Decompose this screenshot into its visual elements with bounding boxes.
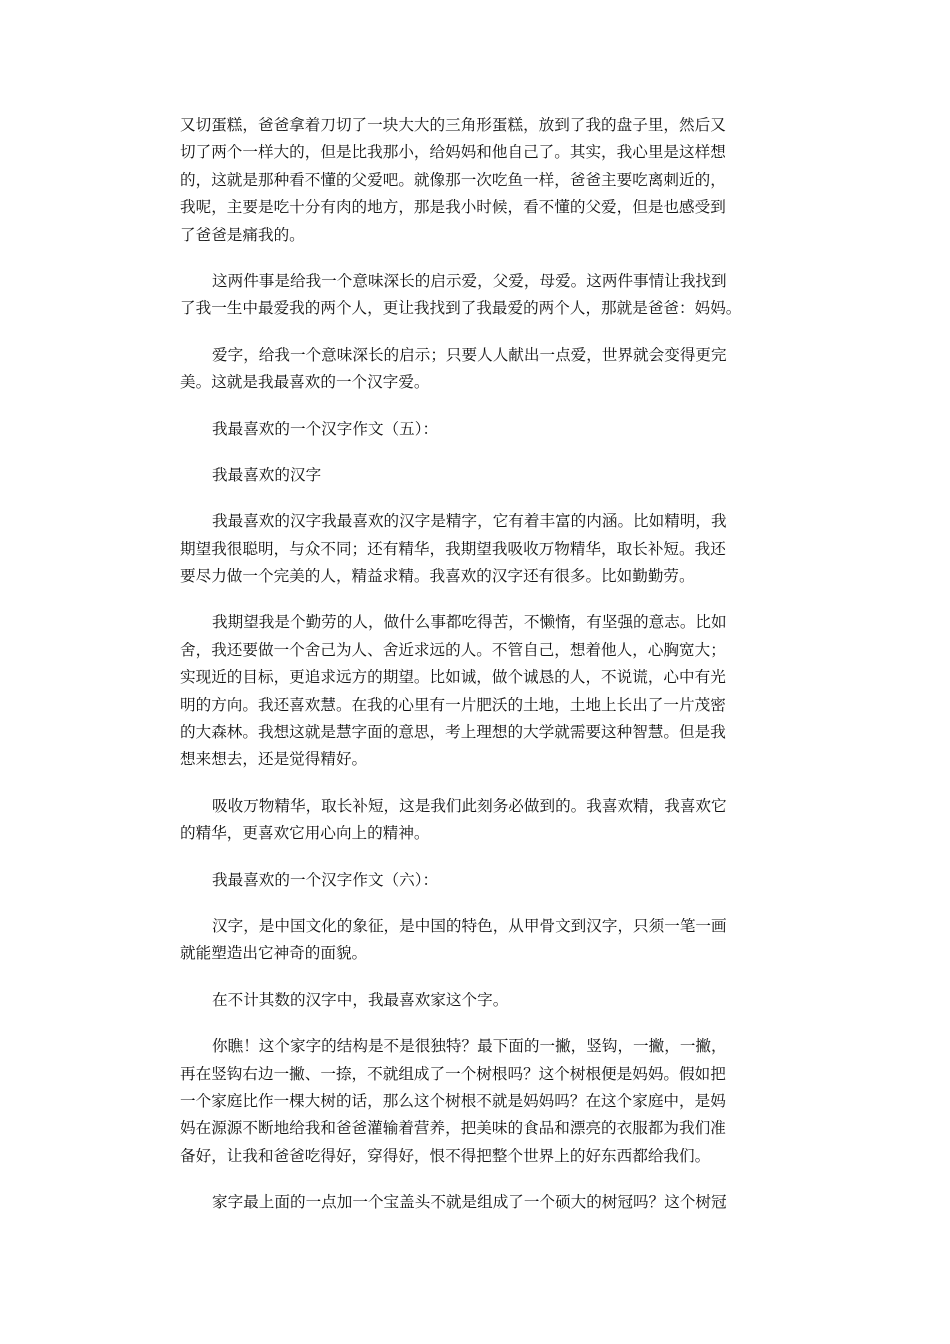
paragraph [180, 508, 770, 590]
paragraph [180, 987, 770, 1014]
paragraph [180, 342, 770, 397]
text-line: 我最喜欢的一个汉字作文（五）： [212, 419, 439, 438]
paragraph [180, 1189, 770, 1216]
paragraph [180, 913, 770, 968]
paragraph [180, 462, 770, 489]
text-line: 吸收万物精华，取长补短，这是我们此刻务必做到的。我喜欢精，我喜欢它 [212, 796, 727, 815]
paragraph [180, 793, 770, 848]
text-line: 实现近的目标，更追求远方的期望。比如诚，做个诚恳的人，不说谎，心中有光 [180, 668, 726, 687]
text-line: 妈在源源不断地给我和爸爸灌输着营养，把美味的食品和漂亮的衣服都为我们准 [180, 1119, 726, 1138]
text-line: 的精华，更喜欢它用心向上的精神。 [180, 824, 430, 843]
text-line: 我呢，主要是吃十分有肉的地方，那是我小时候，看不懂的父爱，但是也感受到 [180, 198, 726, 217]
document-body [180, 112, 770, 1236]
paragraph [180, 268, 770, 323]
text-line: 要尽力做一个完美的人，精益求精。我喜欢的汉字还有很多。比如勤勤劳。 [180, 567, 695, 586]
paragraph [180, 112, 770, 249]
text-line: 我最喜欢的汉字我最喜欢的汉字是精字，它有着丰富的内涵。比如精明，我 [212, 512, 727, 531]
text-line: 再在竖钩右边一撇、一捺，不就组成了一个树根吗？这个树根便是妈妈。假如把 [180, 1064, 726, 1083]
text-line: 家字最上面的一点加一个宝盖头不就是组成了一个硕大的树冠吗？这个树冠 [212, 1193, 727, 1212]
paragraph [180, 416, 770, 443]
text-line: 备好，让我和爸爸吃得好，穿得好，恨不得把整个世界上的好东西都给我们。 [180, 1146, 711, 1165]
text-line: 的，这就是那种看不懂的父爱吧。就像那一次吃鱼一样，爸爸主要吃离刺近的， [180, 170, 726, 189]
text-line: 这两件事是给我一个意味深长的启示爱，父爱，母爱。这两件事情让我找到 [212, 271, 727, 290]
text-line: 我最喜欢的一个汉字作文（六）： [212, 870, 439, 889]
text-line: 的大森林。我想这就是慧字面的意思，考上理想的大学就需要这种智慧。但是我 [180, 723, 726, 742]
text-line: 我最喜欢的汉字 [212, 465, 322, 484]
paragraph [180, 867, 770, 894]
text-line: 我期望我是个勤劳的人，做什么事都吃得苦，不懒惰，有坚强的意志。比如 [212, 613, 727, 632]
text-line: 了爸爸是痛我的。 [180, 225, 305, 244]
paragraph [180, 609, 770, 773]
text-line: 明的方向。我还喜欢慧。在我的心里有一片肥沃的土地，土地上长出了一片茂密 [180, 695, 726, 714]
text-line: 又切蛋糕，爸爸拿着刀切了一块大大的三角形蛋糕，放到了我的盘子里，然后又 [180, 116, 726, 134]
text-line: 想来想去，还是觉得精好。 [180, 750, 368, 769]
text-line: 期望我很聪明，与众不同；还有精华，我期望我吸收万物精华，取长补短。我还 [180, 539, 726, 558]
text-line: 了我一生中最爱我的两个人，更让我找到了我最爱的两个人，那就是爸爸：妈妈。 [180, 299, 742, 318]
paragraph [180, 1033, 770, 1170]
text-line: 舍，我还要做一个舍己为人、舍近求远的人。不管自己，想着他人，心胸宽大； [180, 640, 726, 659]
text-line: 就能塑造出它神奇的面貌。 [180, 944, 368, 963]
text-line: 在不计其数的汉字中，我最喜欢家这个字。 [212, 990, 509, 1009]
text-line: 美。这就是我最喜欢的一个汉字爱。 [180, 373, 430, 392]
text-line: 你瞧！这个家字的结构是不是很独特？最下面的一撇，竖钩，一撇，一撇， [212, 1037, 727, 1056]
text-line: 汉字，是中国文化的象征，是中国的特色，从甲骨文到汉字，只须一笔一画 [212, 916, 727, 935]
text-line: 一个家庭比作一棵大树的话，那么这个树根不就是妈妈吗？在这个家庭中，是妈 [180, 1091, 726, 1110]
text-line: 切了两个一样大的，但是比我那小，给妈妈和他自己了。其实，我心里是这样想 [180, 143, 726, 162]
text-line: 爱字，给我一个意味深长的启示；只要人人献出一点爱，世界就会变得更完 [212, 345, 727, 364]
